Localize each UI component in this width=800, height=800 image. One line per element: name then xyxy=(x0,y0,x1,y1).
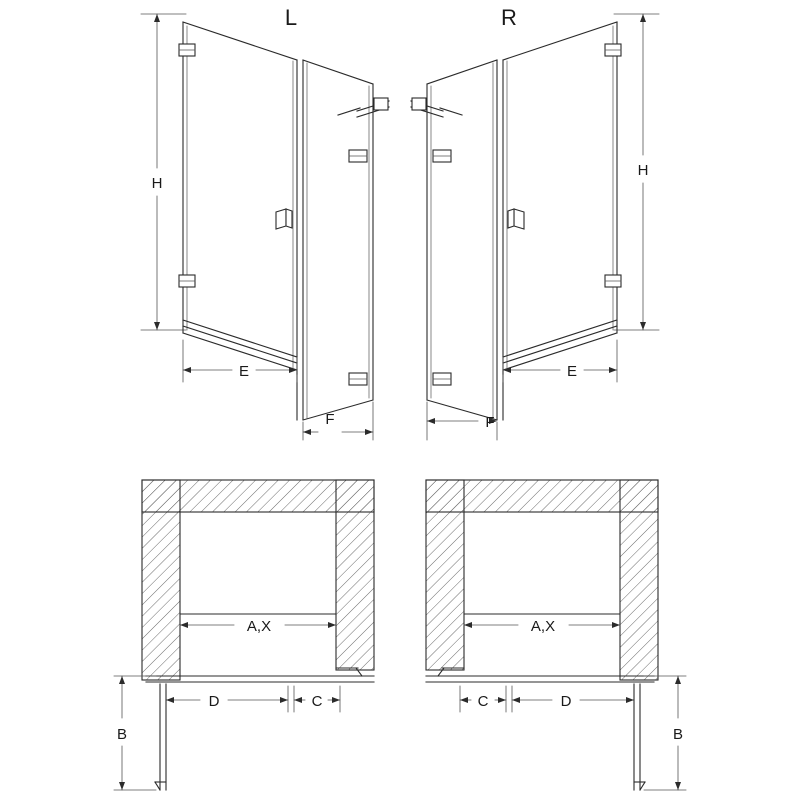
view-front-left xyxy=(141,14,389,440)
label-variant-right: R xyxy=(501,5,517,30)
view-plan-left xyxy=(114,480,374,790)
label-h-left: H xyxy=(151,175,163,192)
label-ax-right: A,X xyxy=(530,618,556,635)
view-front-right xyxy=(411,14,659,440)
label-d-left: D xyxy=(208,693,220,710)
label-c-right: C xyxy=(477,693,489,710)
label-f-left: F xyxy=(325,411,335,428)
label-variant-left: L xyxy=(284,5,298,30)
label-h-right: H xyxy=(637,162,649,179)
label-ax-left: A,X xyxy=(246,618,272,635)
label-b-right: B xyxy=(672,726,684,743)
label-c-left: C xyxy=(311,693,323,710)
label-e-right: E xyxy=(566,363,578,380)
view-plan-right xyxy=(426,480,686,790)
label-f-right: F xyxy=(485,414,495,431)
label-d-right: D xyxy=(560,693,572,710)
label-b-left: B xyxy=(116,726,128,743)
label-e-left: E xyxy=(238,363,250,380)
